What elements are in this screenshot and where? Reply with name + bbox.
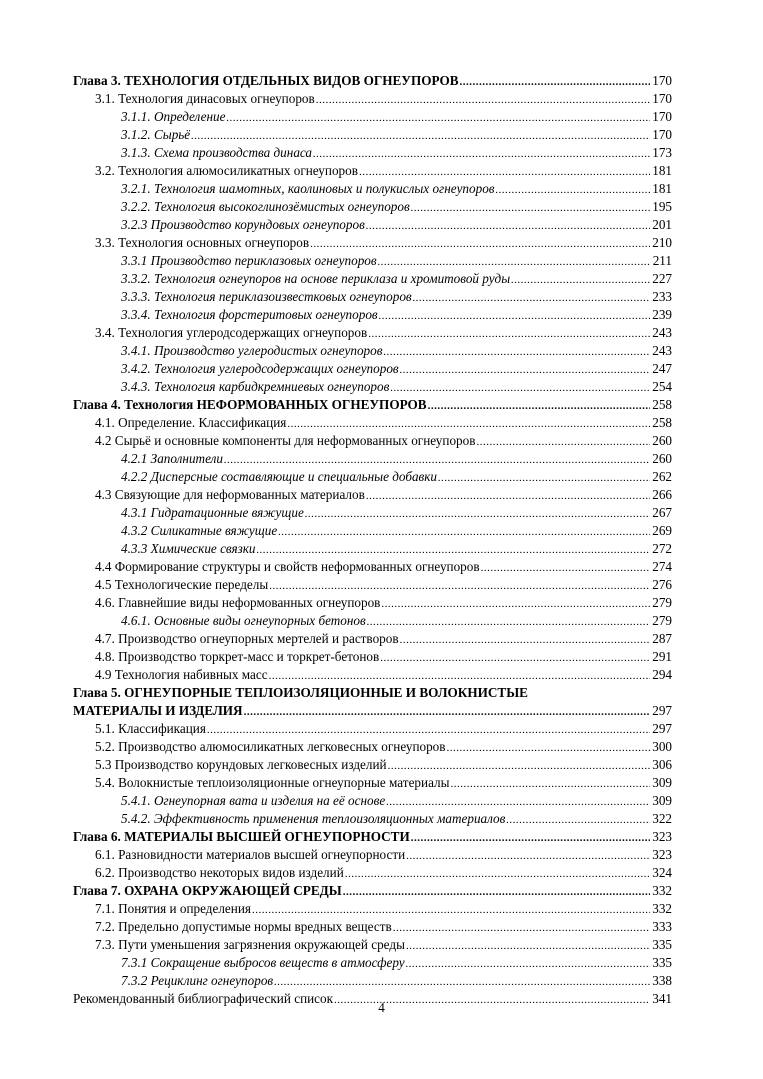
toc-page-number: 323 [652,829,672,844]
toc-page-number: 170 [652,109,672,124]
leader-dots [390,378,650,397]
toc-entry [73,144,672,162]
toc-entry [73,720,672,738]
toc-entry [73,342,672,360]
toc-page-number: 227 [652,271,672,286]
toc-page-number: 201 [652,217,672,232]
toc-entry-title: 7.1. Понятия и определения [95,901,251,916]
toc-entry-title: 4.2 Сырьё и основные компоненты для неформованных огнеупоров [95,433,476,448]
leader-dots [316,90,650,109]
toc-entry-chapter [73,828,672,846]
toc-entry [73,972,672,990]
table-of-contents [73,72,672,1008]
toc-page-number: 297 [652,721,672,736]
leader-dots [506,810,650,829]
leader-dots [244,702,651,721]
toc-entry [73,270,672,288]
page-number: 4 [378,1000,385,1015]
toc-page-number: 324 [652,865,672,880]
leader-dots [411,828,651,847]
toc-page-number: 260 [652,451,672,466]
toc-entry [73,630,672,648]
toc-entry [73,954,672,972]
toc-entry [73,108,672,126]
toc-entry-title: Рекомендованный библиографический список [73,991,334,1006]
toc-entry [73,918,672,936]
leader-dots [406,936,650,955]
toc-page-number: 254 [652,379,672,394]
toc-entry-title: 4.3.3 Химические связки [121,541,256,556]
toc-entry-title: 3.3.3. Технология периклазоизвестковых огнеупоров [121,289,412,304]
toc-entry-title: 4.9 Технология набивных масс [95,667,268,682]
toc-entry-title: 5.4. Волокнистые теплоизоляционные огнеупорные материалы [95,775,450,790]
leader-dots [378,252,651,271]
toc-entry-title: 3.1.1. Определение [121,109,226,124]
toc-entry-title: 4.6.1. Основные виды огнеупорных бетонов [121,613,366,628]
toc-entry-title: 6.1. Разновидности материалов высшей огнеупорности [95,847,406,862]
toc-page-number: 247 [652,361,672,376]
leader-dots [310,234,650,253]
toc-entry-title: 3.4.2. Технология углеродсодержащих огнеупоров [121,361,399,376]
toc-entry [73,486,672,504]
toc-entry [73,594,672,612]
toc-page-number: 181 [652,163,672,178]
toc-entry [73,198,672,216]
toc-entry-title: 7.2. Предельно допустимые нормы вредных веществ [95,919,392,934]
toc-page-number: 309 [652,793,672,808]
toc-page-number: 269 [652,523,672,538]
toc-entry [73,432,672,450]
toc-page-number: 195 [652,199,672,214]
toc-entry [73,774,672,792]
leader-dots [476,432,650,451]
leader-dots [379,306,651,325]
toc-entry-title: 3.3.4. Технология форстеритовых огнеупоров [121,307,378,322]
toc-entry-title: 3.4.1. Производство углеродистых огнеупоров [121,343,383,358]
toc-page-number: 333 [652,919,672,934]
leader-dots [287,414,650,433]
toc-page-number: 266 [652,487,672,502]
toc-page-number: 300 [652,739,672,754]
leader-dots [406,954,651,973]
toc-page-number: 170 [652,73,672,88]
toc-page-number: 335 [652,937,672,952]
leader-dots [438,468,650,487]
leader-dots [400,630,651,649]
toc-entry [73,936,672,954]
toc-entry-title: 4.5 Технологические переделы [95,577,269,592]
chapter-5-title-line-1: Глава 5. ОГНЕУПОРНЫЕ ТЕПЛОИЗОЛЯЦИОННЫЕ И ВОЛОКНИСТЫЕ [73,685,528,700]
toc-part-1 [73,72,672,684]
leader-dots [343,882,651,901]
toc-entry [73,450,672,468]
toc-entry-title: 4.8. Производство торкрет-масс и торкрет-бетонов [95,649,380,664]
toc-entry [73,234,672,252]
toc-entry-chapter [73,396,672,414]
leader-dots [366,216,650,235]
toc-page-number: 279 [652,613,672,628]
toc-entry [73,126,672,144]
leader-dots [388,756,651,775]
toc-page-number: 267 [652,505,672,520]
leader-dots [451,774,651,793]
toc-page-number: 272 [652,541,672,556]
toc-entry [73,612,672,630]
toc-entry-title: 4.2.1 Заполнители [121,451,223,466]
leader-dots [368,324,650,343]
leader-dots [411,198,651,217]
toc-entry [73,324,672,342]
toc-entry-title: 6.2. Производство некоторых видов изделий [95,865,344,880]
toc-entry-title: 3.4.3. Технология карбидкремниевых огнеупоров [121,379,390,394]
toc-entry-title: 3.2.3 Производство корундовых огнеупоров [121,217,365,232]
toc-entry-title: 5.2. Производство алюмосиликатных легковесных огнеупоров [95,739,446,754]
toc-page-number: 323 [652,847,672,862]
leader-dots [305,504,650,523]
toc-page-number: 276 [652,577,672,592]
toc-entry-title: 4.4 Формирование структуры и свойств неформованных огнеупоров [95,559,480,574]
leader-dots [252,900,650,919]
leader-dots [381,594,650,613]
toc-entry [73,162,672,180]
toc-entry-title: 4.6. Главнейшие виды неформованных огнеупоров [95,595,381,610]
toc-entry-title: 3.2.2. Технология высокоглинозёмистых огнеупоров [121,199,410,214]
toc-entry [73,666,672,684]
toc-entry [73,810,672,828]
toc-page-number: 243 [652,325,672,340]
toc-entry-title: 4.3 Связующие для неформованных материалов [95,487,365,502]
toc-page-number: 274 [652,559,672,574]
toc-page-number: 239 [652,307,672,322]
toc-page-number: 170 [652,127,672,142]
chapter-5-title-line-2: МАТЕРИАЛЫ И ИЗДЕЛИЯ [73,703,243,718]
toc-entry-title: 3.2. Технология алюмосиликатных огнеупоров [95,163,358,178]
toc-entry-title: 4.3.2 Силикатные вяжущие [121,523,278,538]
toc-entry-title: 3.3.1 Производство периклазовых огнеупоров [121,253,377,268]
toc-entry-title: 3.2.1. Технология шамотных, каолиновых и полукислых огнеупоров [121,181,495,196]
toc-entry [73,90,672,108]
leader-dots [481,558,651,577]
toc-entry-title: 3.3.2. Технология огнеупоров на основе периклаза и хромитовой руды [121,271,511,286]
toc-page-number: 262 [652,469,672,484]
toc-entry [73,900,672,918]
toc-entry [73,558,672,576]
toc-entry [73,576,672,594]
toc-entry-title: 5.4.1. Огнеупорная вата и изделия на её основе [121,793,386,808]
toc-entry [73,378,672,396]
toc-entry [73,792,672,810]
toc-entry [73,756,672,774]
leader-dots [345,864,650,883]
toc-entry-chapter [73,72,672,90]
toc-entry [73,504,672,522]
leader-dots [447,738,651,757]
toc-entry [73,306,672,324]
toc-page-number: 341 [652,991,672,1006]
leader-dots [496,180,651,199]
toc-entry-title: Глава 4. Технология НЕФОРМОВАННЫХ ОГНЕУПОРОВ [73,397,427,412]
leader-dots [386,792,650,811]
leader-dots [383,342,650,361]
toc-entry [73,414,672,432]
toc-entry-chapter [73,882,672,900]
toc-page-number: 291 [652,649,672,664]
toc-page-number: 210 [652,235,672,250]
toc-entry-title: 5.3 Производство корундовых легковесных изделий [95,757,387,772]
toc-entry [73,468,672,486]
toc-entry-title: 4.7. Производство огнеупорных мертелей и растворов [95,631,399,646]
toc-entry [73,864,672,882]
toc-page-number: 332 [652,883,672,898]
toc-entry-title: 3.3. Технология основных огнеупоров [95,235,310,250]
leader-dots [278,522,650,541]
toc-entry-title: 4.3.1 Гидратационные вяжущие [121,505,304,520]
toc-entry-title: 5.1. Классификация [95,721,206,736]
toc-page-number: 260 [652,433,672,448]
leader-dots [366,486,650,505]
toc-page-number: 322 [652,811,672,826]
toc-entry-title: 3.1.3. Схема производства динаса [121,145,313,160]
toc-entry [73,360,672,378]
toc-page-number: 170 [652,91,672,106]
toc-entry [73,216,672,234]
leader-dots [274,972,650,991]
toc-entry-title: 4.1. Определение. Классификация [95,415,287,430]
chapter-5-title-line-2-row [73,702,672,720]
toc-entry-title: Глава 3. ТЕХНОЛОГИЯ ОТДЕЛЬНЫХ ВИДОВ ОГНЕУПОРОВ [73,73,459,88]
leader-dots [359,162,650,181]
leader-dots [191,126,650,145]
toc-entry-title: 7.3.1 Сокращение выбросов веществ в атмосферу [121,955,405,970]
toc-entry-title: 3.1. Технология динасовых огнеупоров [95,91,315,106]
toc-page-number: 309 [652,775,672,790]
toc-page-number: 258 [652,397,672,412]
toc-page-number: 338 [652,973,672,988]
toc-page-number: 233 [652,289,672,304]
toc-entry-title: Глава 6. МАТЕРИАЛЫ ВЫСШЕЙ ОГНЕУПОРНОСТИ [73,829,410,844]
toc-page-number: 335 [652,955,672,970]
toc-page-number: 294 [652,667,672,682]
toc-page-number: 258 [652,415,672,430]
toc-entry-title: 7.3.2 Рециклинг огнеупоров [121,973,274,988]
toc-entry-title: 4.2.2 Дисперсные составляющие и специальные добавки [121,469,438,484]
toc-entry [73,522,672,540]
toc-page-number: 306 [652,757,672,772]
toc-entry [73,846,672,864]
leader-dots [257,540,651,559]
toc-entry [73,648,672,666]
toc-page-number: 279 [652,595,672,610]
toc-page-number: 287 [652,631,672,646]
toc-entry-chapter-5 [73,684,672,720]
toc-entry-title: Глава 7. ОХРАНА ОКРУЖАЮЩЕЙ СРЕДЫ [73,883,342,898]
toc-part-2 [73,720,672,1008]
leader-dots [207,720,650,739]
toc-page-number: 243 [652,343,672,358]
leader-dots [511,270,650,289]
leader-dots [269,576,650,595]
toc-entry [73,738,672,756]
leader-dots [400,360,651,379]
toc-page-number: 173 [652,145,672,160]
toc-page-number: 181 [652,181,672,196]
toc-entry-title: 7.3. Пути уменьшения загрязнения окружающей среды [95,937,405,952]
leader-dots [226,108,650,127]
toc-entry [73,540,672,558]
leader-dots [380,648,650,667]
toc-entry-title: 3.1.2. Сырьё [121,127,191,142]
toc-entry [73,180,672,198]
toc-entry [73,252,672,270]
leader-dots [269,666,651,685]
toc-entry [73,288,672,306]
leader-dots [224,450,650,469]
leader-dots [313,144,650,163]
leader-dots [428,396,651,415]
toc-entry-title: 5.4.2. Эффективность применения теплоизоляционных материалов [121,811,506,826]
leader-dots [406,846,650,865]
toc-page-number: 211 [652,253,672,268]
leader-dots [393,918,651,937]
leader-dots [367,612,650,631]
toc-entry-title: 3.4. Технология углеродсодержащих огнеупоров [95,325,368,340]
toc-page-number: 332 [652,901,672,916]
leader-dots [460,72,651,91]
leader-dots [413,288,651,307]
toc-page-number: 297 [652,703,672,718]
